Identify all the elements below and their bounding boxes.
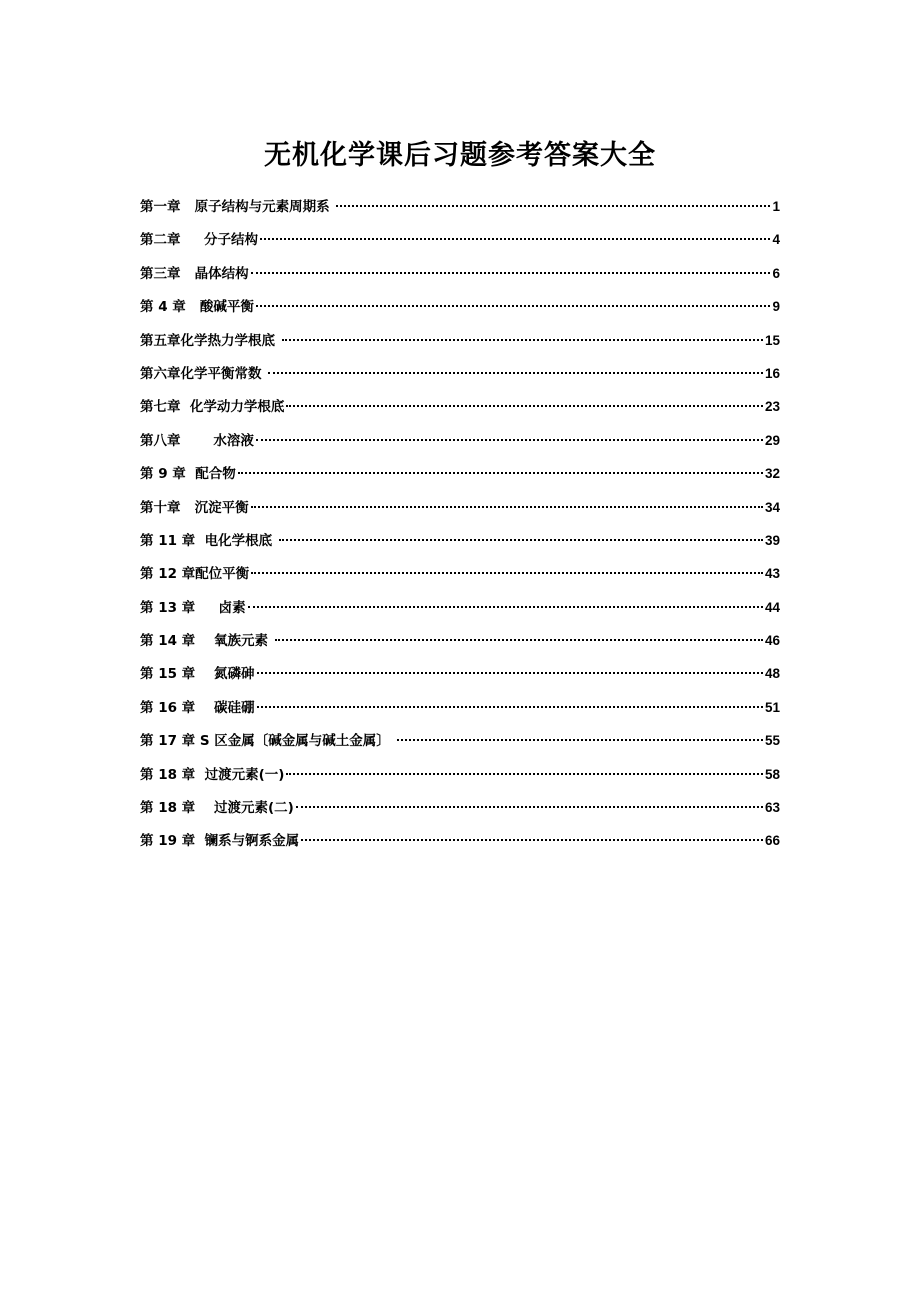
dot-leader <box>397 739 763 741</box>
toc-entry[interactable] <box>140 390 780 423</box>
dot-leader <box>256 439 763 441</box>
toc-entry-label: 第五章化学热力学根底 <box>140 332 280 349</box>
toc-entry-label: 第三章 晶体结构 <box>140 265 249 282</box>
toc-entry-label: 第 18 章 过渡元素(二) <box>140 800 294 817</box>
dot-leader <box>275 639 763 641</box>
toc-entry-page-number: 4 <box>772 232 780 248</box>
toc-entry-label: 第一章 原子结构与元素周期系 <box>140 199 335 215</box>
toc-entry[interactable] <box>140 724 780 757</box>
toc-entry-label: 第 13 章 卤素 <box>140 599 246 616</box>
toc-entry-page-number: 46 <box>764 633 780 649</box>
toc-entry-page-number: 29 <box>764 432 780 448</box>
toc-entry-page-number: 58 <box>764 766 780 782</box>
toc-entry-label: 第 16 章 碳硅硼 <box>140 699 255 716</box>
dot-leader <box>238 472 763 474</box>
toc-entry[interactable] <box>140 257 780 290</box>
toc-entry[interactable] <box>140 324 780 357</box>
dot-leader <box>301 839 763 841</box>
toc-entry[interactable] <box>140 357 780 390</box>
toc-entry-page-number: 66 <box>764 833 780 849</box>
table-of-contents <box>140 190 780 858</box>
toc-entry-label: 第十章 沉淀平衡 <box>140 499 249 516</box>
dot-leader <box>251 272 771 274</box>
toc-entry[interactable] <box>140 824 780 857</box>
toc-entry[interactable] <box>140 223 780 256</box>
toc-entry-page-number: 1 <box>772 199 780 214</box>
toc-entry[interactable] <box>140 624 780 657</box>
dot-leader <box>268 372 763 374</box>
toc-entry-page-number: 23 <box>764 399 780 415</box>
toc-entry-page-number: 16 <box>764 365 780 381</box>
dot-leader <box>282 339 763 341</box>
dot-leader <box>279 539 763 541</box>
dot-leader <box>286 405 763 407</box>
dot-leader <box>251 572 763 574</box>
dot-leader <box>256 305 771 307</box>
toc-entry-label: 第 18 章 过渡元素(一) <box>140 766 285 783</box>
toc-entry-label: 第二章 分子结构 <box>140 232 258 249</box>
dot-leader <box>260 238 770 240</box>
dot-leader <box>257 706 763 708</box>
toc-entry-page-number: 44 <box>764 599 780 615</box>
toc-entry[interactable] <box>140 591 780 624</box>
toc-entry-page-number: 55 <box>764 733 780 749</box>
document-title: 无机化学课后习题参考答案大全 <box>264 140 656 171</box>
toc-entry-page-number: 39 <box>764 532 780 548</box>
toc-entry-page-number: 51 <box>764 699 780 715</box>
toc-entry-page-number: 63 <box>764 800 780 816</box>
toc-entry-label: 第六章化学平衡常数 <box>140 365 267 382</box>
toc-entry-label: 第 4 章 酸碱平衡 <box>140 299 254 316</box>
toc-entry-page-number: 48 <box>764 666 780 682</box>
toc-entry-label: 第 15 章 氮磷砷 <box>140 666 255 683</box>
toc-entry[interactable] <box>140 691 780 724</box>
toc-entry[interactable] <box>140 657 780 690</box>
toc-entry-page-number: 9 <box>772 299 780 315</box>
toc-entry-label: 第 17 章 S 区金属〔碱金属与碱土金属〕 <box>140 733 395 750</box>
dot-leader <box>336 205 770 207</box>
toc-entry-label: 第 14 章 氧族元素 <box>140 633 273 650</box>
toc-entry[interactable] <box>140 557 780 590</box>
toc-entry-label: 第七章 化学动力学根底 <box>140 399 285 416</box>
toc-entry-page-number: 6 <box>772 265 780 281</box>
toc-entry-page-number: 34 <box>764 499 780 515</box>
toc-entry[interactable] <box>140 491 780 524</box>
toc-entry-label: 第 9 章 配合物 <box>140 466 236 483</box>
toc-entry-page-number: 43 <box>764 566 780 582</box>
toc-entry[interactable] <box>140 758 780 791</box>
toc-entry[interactable] <box>140 190 780 223</box>
toc-entry-label: 第 11 章 电化学根底 <box>140 532 277 549</box>
toc-entry[interactable] <box>140 457 780 490</box>
toc-entry-label: 第八章 水溶液 <box>140 432 254 449</box>
dot-leader <box>257 672 763 674</box>
toc-entry[interactable] <box>140 424 780 457</box>
dot-leader <box>251 506 763 508</box>
toc-entry-label: 第 12 章配位平衡 <box>140 566 250 583</box>
dot-leader <box>286 773 763 775</box>
toc-entry[interactable] <box>140 791 780 824</box>
dot-leader <box>248 606 763 608</box>
toc-entry-label: 第 19 章 镧系与锕系金属 <box>140 833 300 850</box>
dot-leader <box>296 806 763 808</box>
toc-entry-page-number: 32 <box>764 466 780 482</box>
toc-entry[interactable] <box>140 524 780 557</box>
toc-entry-page-number: 15 <box>764 332 780 348</box>
toc-entry[interactable] <box>140 290 780 323</box>
